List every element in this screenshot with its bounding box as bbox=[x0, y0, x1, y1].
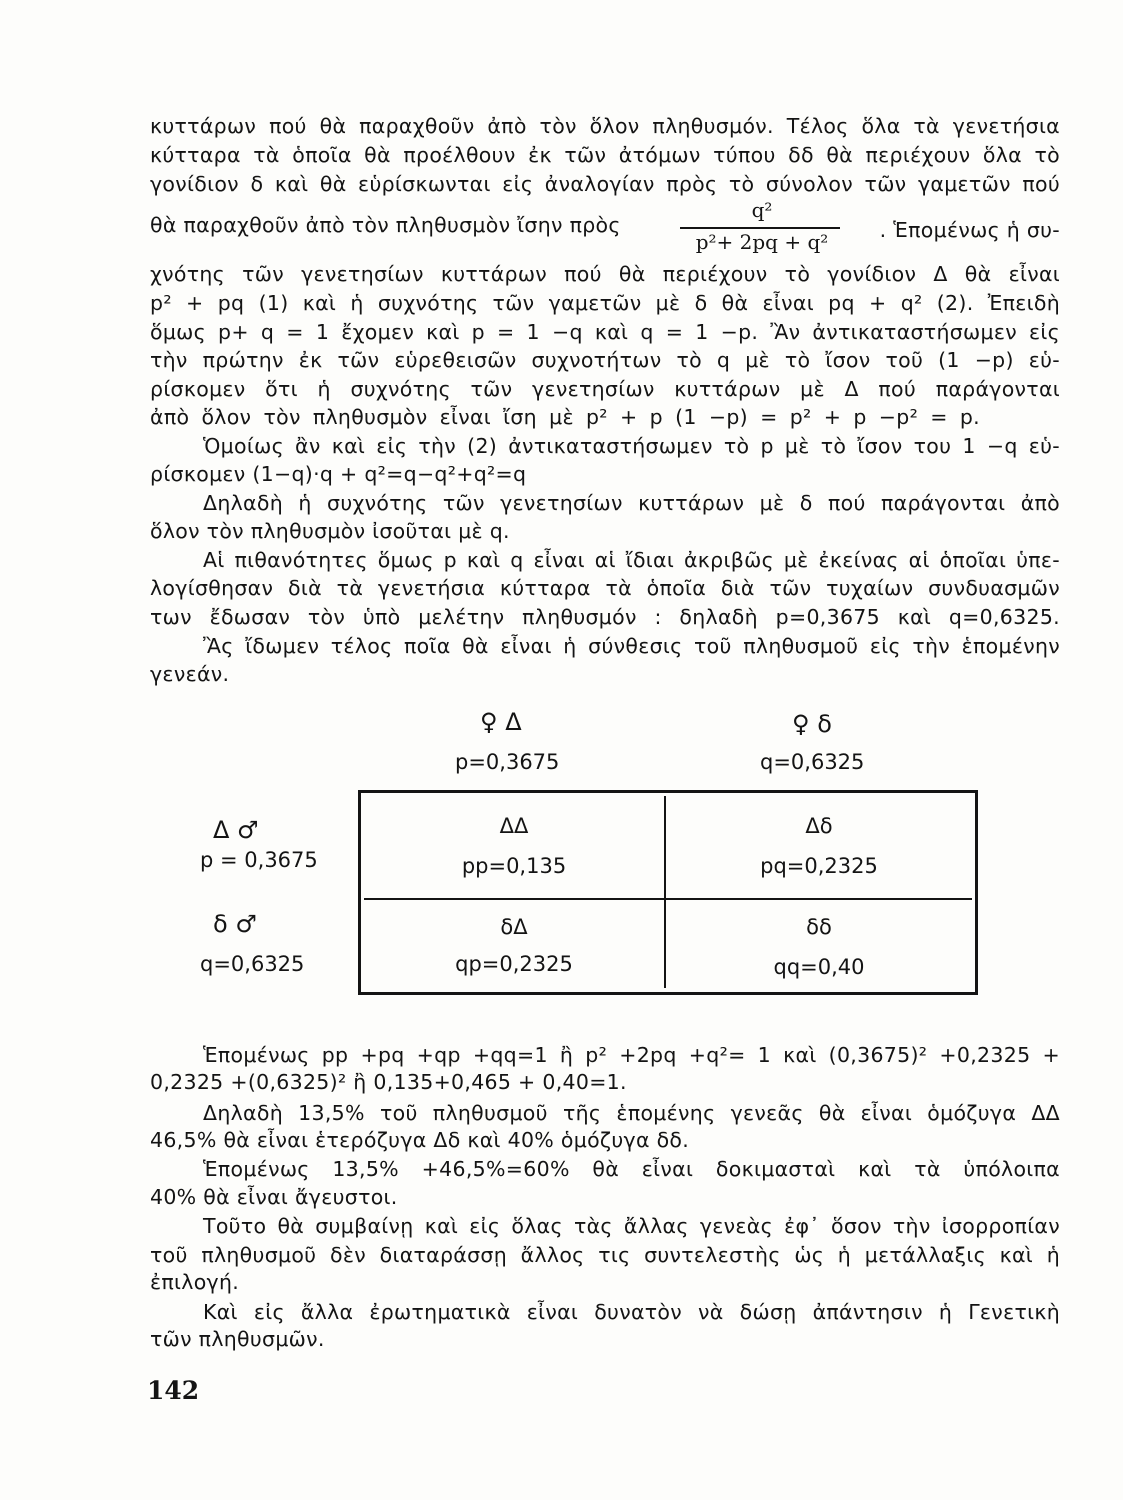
text-line: Δηλαδὴ 13,5% τοῦ πληθυσμοῦ τῆς ἑπομένης γενεᾶς θὰ εἶναι ὁμόζυγα ΔΔ bbox=[203, 1101, 1060, 1125]
text-line: κύτταρα τὰ ὁποῖα θὰ προέλθουν ἐκ τῶν ἀτόμων τύπου δδ θὰ περιέχουν ὅλα τὸ bbox=[150, 143, 1060, 167]
text-line: τὴν πρώτην ἐκ τῶν εὑρεθεισῶν συχνοτήτων τὸ q μὲ τὸ ἴσον τοῦ (1 −p) εὑ- bbox=[150, 348, 1060, 372]
cell-DD-genotype: ΔΔ bbox=[499, 814, 529, 838]
text-line: ρίσκομεν (1−q)·q + q²=q−q²+q²=q bbox=[150, 462, 527, 486]
text-line: χνότης τῶν γενετησίων κυττάρων πού θὰ περιέχουν τὸ γονίδιον Δ θὰ εἶναι bbox=[150, 262, 1060, 286]
female-D-frequency: p=0,3675 bbox=[455, 750, 560, 774]
cell-dd-genotype: δδ bbox=[806, 915, 832, 939]
text-line: . Ἑπομένως ἡ συ- bbox=[879, 218, 1060, 242]
text-line: 40% θὰ εἶναι ἄγευστοι. bbox=[150, 1185, 398, 1209]
text-line: Αἱ πιθανότητες ὅμως p καὶ q εἶναι αἱ ἴδιαι ἀκριβῶς μὲ ἐκείνας αἱ ὁποῖαι ὑπε- bbox=[203, 548, 1060, 572]
female-d-header: ♀ δ bbox=[792, 710, 832, 738]
text-line: τῶν πληθυσμῶν. bbox=[150, 1327, 325, 1351]
text-line: γονίδιον δ καὶ θὰ εὑρίσκωνται εἰς ἀναλογίαν πρὸς τὸ σύνολον τῶν γαμετῶν πού bbox=[150, 172, 1060, 196]
male-d-header: δ ♂ bbox=[213, 910, 257, 938]
text-line: τοῦ πληθυσμοῦ δὲν διαταράσσῃ ἄλλος τις συντελεστὴς ὡς ἡ μετάλλαξις καὶ ἡ bbox=[150, 1243, 1060, 1267]
text-line: ὅμως p+ q = 1 ἔχομεν καὶ p = 1 −q καὶ q = 1 −p. Ἂν ἀντικαταστήσωμεν εἰς bbox=[150, 320, 1060, 344]
text-line: Ἑπομένως 13,5% +46,5%=60% θὰ εἶναι δοκιμασταὶ καὶ τὰ ὑπόλοιπα bbox=[203, 1157, 1060, 1181]
male-D-frequency: p = 0,3675 bbox=[200, 848, 318, 872]
cell-Dd-genotype: Δδ bbox=[805, 814, 833, 838]
cell-DD-value: pp=0,135 bbox=[461, 854, 567, 878]
female-d-frequency: q=0,6325 bbox=[760, 750, 865, 774]
fraction-numerator: q² bbox=[751, 198, 773, 222]
text-line: κυττάρων πού θὰ παραχθοῦν ἀπὸ τὸν ὅλον πληθυσμόν. Τέλος ὅλα τὰ γενετήσια bbox=[150, 114, 1060, 138]
page-number: 142 bbox=[147, 1376, 200, 1405]
text-line: Καὶ εἰς ἄλλα ἐρωτηματικὰ εἶναι δυνατὸν νὰ δώσῃ ἀπάντησιν ἡ Γενετικὴ bbox=[203, 1300, 1060, 1324]
male-d-frequency: q=0,6325 bbox=[200, 952, 305, 976]
text-line: των ἔδωσαν τὸν ὑπὸ μελέτην πληθυσμόν : δηλαδὴ p=0,3675 καὶ q=0,6325. bbox=[150, 605, 1060, 629]
female-D-header: ♀ Δ bbox=[480, 708, 522, 736]
text-line: ρίσκομεν ὅτι ἡ συχνότης τῶν γενετησίων κυττάρων μὲ Δ πού παράγονται bbox=[150, 377, 1060, 401]
cell-dD-value: qp=0,2325 bbox=[455, 952, 573, 976]
text-line: p² + pq (1) καὶ ἡ συχνότης τῶν γαμετῶν μὲ δ θὰ εἶναι pq + q² (2). Ἐπειδὴ bbox=[150, 291, 1060, 315]
fraction-denominator: p²+ 2pq + q² bbox=[695, 230, 829, 254]
cell-dD-genotype: δΔ bbox=[500, 915, 528, 939]
cell-dd-value: qq=0,40 bbox=[773, 955, 865, 979]
text-line: ὅλον τὸν πληθυσμὸν ἰσοῦται μὲ q. bbox=[150, 519, 510, 543]
male-D-header: Δ ♂ bbox=[213, 816, 259, 844]
text-line: 0,2325 +(0,6325)² ἢ 0,135+0,465 + 0,40=1. bbox=[150, 1070, 627, 1094]
cell-Dd-value: pq=0,2325 bbox=[760, 854, 878, 878]
text-line: λογίσθησαν διὰ τὰ γενετήσια κύτταρα τὰ ὁποῖα διὰ τῶν τυχαίων συνδυασμῶν bbox=[150, 576, 1060, 600]
text-line: 46,5% θὰ εἶναι ἑτερόζυγα Δδ καὶ 40% ὁμόζυγα δδ. bbox=[150, 1128, 690, 1152]
text-line: θὰ παραχθοῦν ἀπὸ τὸν πληθυσμὸν ἴσην πρὸς bbox=[150, 213, 621, 237]
text-line: Ἑπομένως pp +pq +qp +qq=1 ἢ p² +2pq +q²= 1 καὶ (0,3675)² +0,2325 + bbox=[203, 1043, 1060, 1067]
text-line: Τοῦτο θὰ συμβαίνῃ καὶ εἰς ὅλας τὰς ἄλλας γενεὰς ἐφ᾽ ὅσον τὴν ἰσορροπίαν bbox=[203, 1214, 1060, 1238]
text-line: ἀπὸ ὅλον τὸν πληθυσμὸν εἶναι ἴση μὲ p² + p (1 −p) = p² + p −p² = p. bbox=[150, 405, 980, 429]
text-line: Ἂς ἴδωμεν τέλος ποῖα θὰ εἶναι ἡ σύνθεσις τοῦ πληθυσμοῦ εἰς τὴν ἑπομένην bbox=[203, 634, 1060, 658]
text-line: ἐπιλογή. bbox=[150, 1270, 240, 1294]
text-line: γενεάν. bbox=[150, 662, 230, 686]
table-divider-horizontal bbox=[364, 898, 972, 900]
fraction-bar bbox=[680, 227, 840, 229]
text-line: Δηλαδὴ ἡ συχνότης τῶν γενετησίων κυττάρων μὲ δ πού παράγονται ἀπὸ bbox=[203, 491, 1060, 515]
text-line: Ὁμοίως ἂν καὶ εἰς τὴν (2) ἀντικαταστήσωμεν τὸ p μὲ τὸ ἴσον του 1 −q εὑ- bbox=[203, 434, 1060, 458]
